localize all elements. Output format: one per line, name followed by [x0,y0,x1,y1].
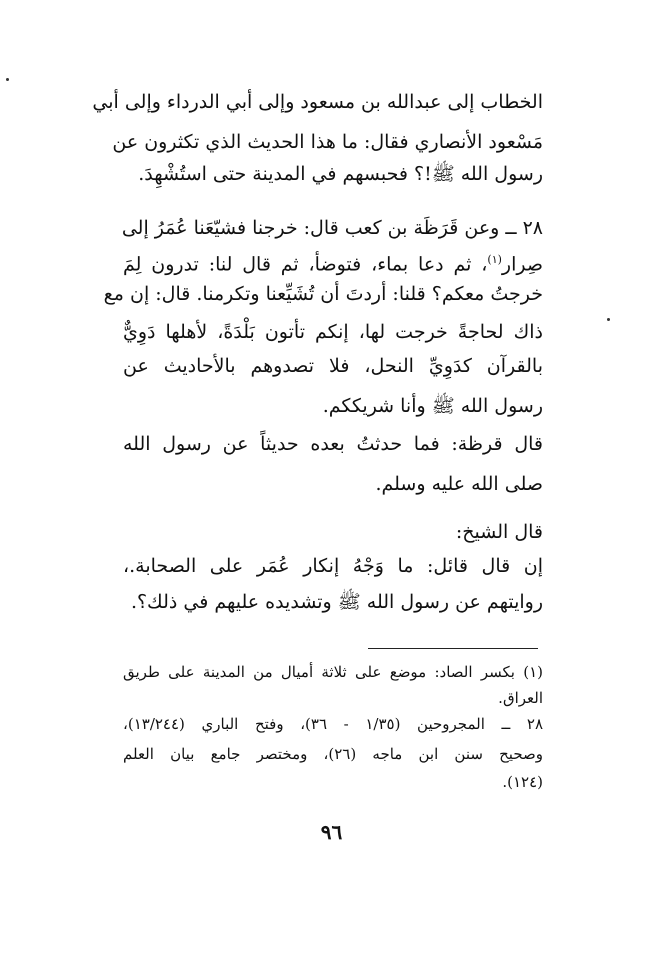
body-line-10: قال قرظة: فما حدثتُ بعده حديثاً عن رسول الله [123,433,543,455]
scan-speck [6,78,9,81]
body-line-12: إن قال قائل: ما وَجْهُ إنكار عُمَر على الصحابة.، [123,555,543,577]
body-line-13: روايتهم عن رسول الله ﷺ وتشديده عليهم في ذلك؟. [130,591,543,613]
body-line-7: ذاك لحاجةً خرجت لها، إنكم تأتون بَلْدَةً، لأهلها دَوِيٌّ [123,321,543,343]
footnote-line-4: وصحيح سنن ابن ماجه (٢٦)، ومختصر جامع بيان العلم [123,745,543,763]
body-line-5-start: صِرار [501,253,543,276]
body-line-3: رسول الله ﷺ!؟ فحبسهم في المدينة حتى استُشْهِدَ. [138,163,543,185]
body-line-4: ٢٨ ــ وعن قَرَظَة بن كعب قال: خرجنا فشيّعَنا عُمَرُ إلى [121,217,543,239]
body-line-1: الخطاب إلى عبدالله بن مسعود وإلى أبي الدرداء وإلى أبي [92,91,543,113]
section-heading: قال الشيخ: [455,521,543,543]
footnote-line-2: العراق. [498,689,543,707]
footnote-marker: (١) [487,253,502,266]
footnote-line-5: (١٢٤). [502,773,543,791]
body-line-6: خرجتُ معكم؟ قلنا: أردتَ أن تُشَيِّعنا وتكرمنا. قال: إن مع [103,283,543,305]
body-line-8: بالقرآن كدَوِيِّ النحل، فلا تصدوهم بالأحاديث عن [123,355,543,377]
body-line-2: مَسْعود الأنصاري فقال: ما هذا الحديث الذي تكثرون عن [112,131,543,153]
footnote-line-1: (١) بكسر الصاد: موضع على ثلاثة أميال من المدينة على طريق [123,663,543,681]
page-number: ٩٦ [320,820,343,844]
footnote-line-3: ٢٨ ــ المجروحين (١/٣٥ - ٣٦)، وفتح الباري (١٣/٢٤٤)، [123,715,544,733]
body-line-11: صلى الله عليه وسلم. [375,473,543,495]
body-line-5 [123,246,543,278]
body-line-5-end: ، ثم دعا بماء، فتوضأ، ثم قال لنا: تدرون لِمَ [123,253,488,276]
footnote-divider [368,648,538,649]
scan-speck [607,318,610,321]
body-line-9: رسول الله ﷺ وأنا شريككم. [322,395,543,417]
